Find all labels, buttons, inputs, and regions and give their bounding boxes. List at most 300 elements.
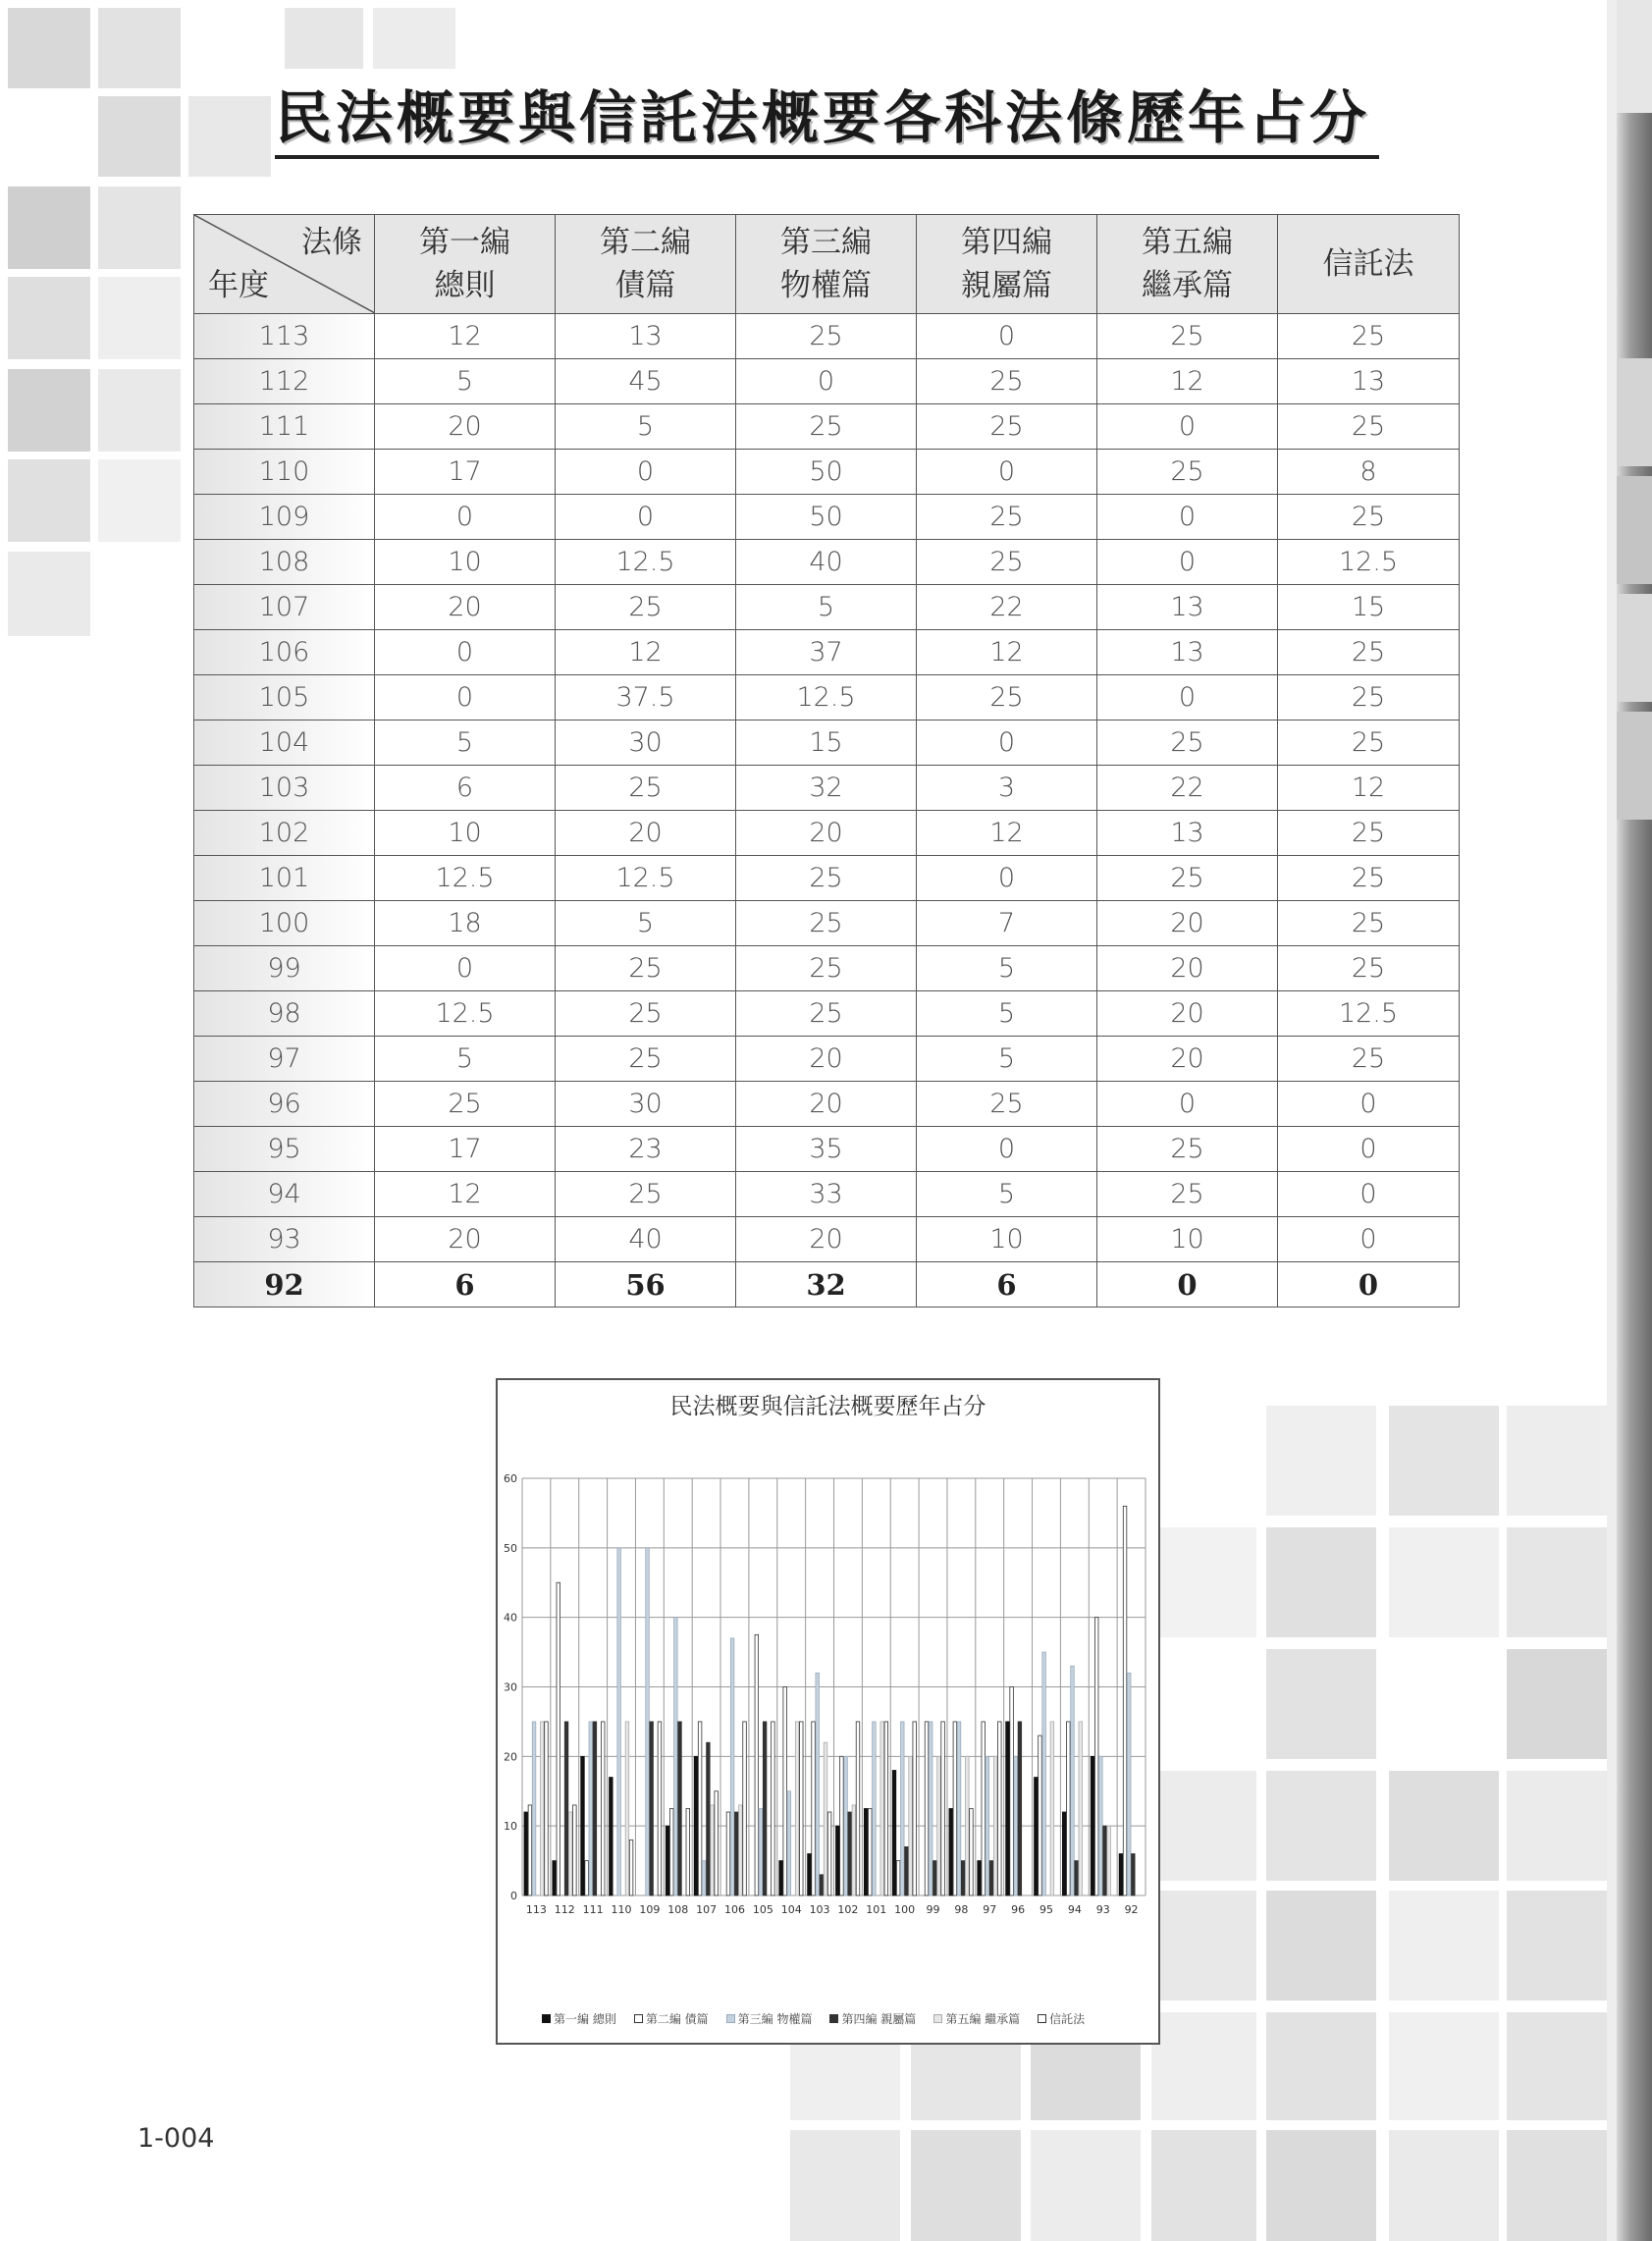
score-cell: 6: [375, 766, 556, 811]
legend-swatch: [1038, 2014, 1046, 2023]
table-corner-header: [194, 215, 375, 314]
x-tick-label: 96: [1011, 1903, 1026, 1916]
bar-3: [1042, 1652, 1046, 1895]
legend-swatch: [634, 2014, 643, 2023]
bar-2: [1123, 1506, 1127, 1895]
score-cell: 0: [375, 630, 556, 675]
bar-1: [978, 1861, 982, 1895]
bar-3: [646, 1548, 650, 1895]
bar-2: [1039, 1735, 1042, 1895]
bar-2: [953, 1722, 957, 1895]
bar-4: [1132, 1854, 1136, 1896]
year-cell: 108: [194, 540, 375, 585]
score-cell: 40: [736, 540, 917, 585]
page-title: 民法概要與信託法概要各科法條歷年占分: [275, 84, 1371, 151]
bar-1: [610, 1778, 613, 1895]
bar-4: [707, 1742, 711, 1895]
bar-6: [715, 1791, 719, 1895]
score-cell: 12.5: [736, 675, 917, 720]
x-tick-label: 94: [1067, 1903, 1082, 1916]
bar-chart: [496, 1378, 1160, 2045]
column-header: 第五編 繼承篇: [1097, 215, 1278, 314]
table-row: [194, 811, 1460, 856]
year-cell: 100: [194, 901, 375, 946]
score-cell: 23: [556, 1127, 736, 1172]
score-cell: 25: [1278, 404, 1460, 450]
score-cell: 25: [556, 585, 736, 630]
bar-3: [674, 1618, 678, 1895]
score-cell: 45: [556, 359, 736, 404]
score-cell: 0: [917, 856, 1097, 901]
year-cell: 97: [194, 1037, 375, 1082]
score-cell: 25: [736, 314, 917, 359]
bar-3: [873, 1722, 877, 1895]
bar-6: [884, 1722, 888, 1895]
score-cell: 0: [1278, 1172, 1460, 1217]
score-cell: 35: [736, 1127, 917, 1172]
score-cell: 0: [1097, 675, 1278, 720]
score-cell: 6: [375, 1262, 556, 1307]
score-cell: 20: [375, 1217, 556, 1262]
score-cell: 13: [556, 314, 736, 359]
score-cell: 12: [917, 630, 1097, 675]
bar-1: [694, 1756, 698, 1895]
x-tick-label: 105: [752, 1903, 773, 1916]
year-cell: 92: [194, 1262, 375, 1307]
bar-5: [568, 1812, 572, 1895]
bar-4: [1018, 1722, 1022, 1895]
bar-3: [986, 1756, 989, 1895]
x-tick-label: 93: [1095, 1903, 1110, 1916]
bar-4: [678, 1722, 682, 1895]
bar-3: [759, 1808, 763, 1895]
x-tick-label: 111: [582, 1903, 604, 1916]
bar-4: [650, 1722, 654, 1895]
score-cell: 25: [917, 540, 1097, 585]
bar-5: [1079, 1722, 1083, 1895]
year-cell: 113: [194, 314, 375, 359]
bar-6: [970, 1808, 974, 1895]
score-cell: 5: [917, 1037, 1097, 1082]
x-tick-label: 106: [723, 1903, 745, 1916]
score-cell: 30: [556, 1082, 736, 1127]
score-cell: 18: [375, 901, 556, 946]
score-cell: 5: [917, 946, 1097, 991]
score-cell: 12: [375, 314, 556, 359]
bar-5: [795, 1722, 799, 1895]
bar-5: [1050, 1722, 1054, 1895]
bar-5: [739, 1805, 743, 1895]
table-row: [194, 1172, 1460, 1217]
bar-5: [880, 1722, 884, 1895]
score-cell: 40: [556, 1217, 736, 1262]
score-cell: 12.5: [375, 991, 556, 1037]
score-cell: 0: [375, 675, 556, 720]
score-cell: 5: [556, 404, 736, 450]
legend-item: [634, 2010, 709, 2027]
legend-label: 第五編 繼承篇: [945, 2012, 1021, 2026]
x-tick-label: 108: [667, 1903, 689, 1916]
score-cell: 20: [736, 1082, 917, 1127]
score-cell: 12: [1097, 359, 1278, 404]
year-cell: 111: [194, 404, 375, 450]
bar-1: [1035, 1778, 1039, 1895]
bar-1: [949, 1808, 953, 1895]
column-header: 第四編 親屬篇: [917, 215, 1097, 314]
score-cell: 10: [1097, 1217, 1278, 1262]
table-row: [194, 404, 1460, 450]
score-cell: 13: [1097, 630, 1278, 675]
bar-5: [824, 1742, 827, 1895]
table-row: [194, 946, 1460, 991]
bar-3: [1071, 1666, 1075, 1895]
bar-6: [658, 1722, 662, 1895]
score-cell: 25: [736, 901, 917, 946]
score-cell: 0: [375, 495, 556, 540]
bar-5: [625, 1722, 629, 1895]
score-cell: 25: [917, 404, 1097, 450]
score-cell: 25: [1278, 630, 1460, 675]
bar-1: [581, 1756, 585, 1895]
score-cell: 12.5: [556, 540, 736, 585]
score-cell: 32: [736, 1262, 917, 1307]
score-cell: 20: [736, 811, 917, 856]
score-cell: 25: [917, 495, 1097, 540]
x-tick-label: 109: [639, 1903, 661, 1916]
legend-item: [933, 2010, 1020, 2027]
bar-4: [989, 1861, 993, 1895]
score-cell: 0: [1278, 1217, 1460, 1262]
bar-3: [617, 1548, 621, 1895]
x-tick-label: 95: [1039, 1903, 1053, 1916]
bar-2: [982, 1722, 986, 1895]
score-cell: 20: [736, 1217, 917, 1262]
score-cell: 32: [736, 766, 917, 811]
score-cell: 15: [1278, 585, 1460, 630]
score-cell: 0: [556, 450, 736, 495]
score-cell: 12: [375, 1172, 556, 1217]
bar-5: [909, 1756, 913, 1895]
score-cell: 15: [736, 720, 917, 766]
score-cell: 0: [1097, 1082, 1278, 1127]
score-cell: 25: [736, 404, 917, 450]
legend-item: [542, 2010, 616, 2027]
bar-1: [1006, 1722, 1010, 1895]
year-cell: 106: [194, 630, 375, 675]
score-cell: 25: [1278, 811, 1460, 856]
score-cell: 5: [375, 359, 556, 404]
score-cell: 25: [736, 991, 917, 1037]
bar-1: [553, 1861, 557, 1895]
score-cell: 12: [556, 630, 736, 675]
bar-1: [779, 1861, 783, 1895]
score-cell: 25: [556, 1172, 736, 1217]
bar-3: [702, 1861, 706, 1895]
score-cell: 0: [1097, 540, 1278, 585]
bar-2: [1010, 1687, 1014, 1896]
score-cell: 30: [556, 720, 736, 766]
score-cell: 33: [736, 1172, 917, 1217]
bar-2: [1094, 1618, 1098, 1895]
table-row: [194, 450, 1460, 495]
bar-5: [852, 1805, 856, 1895]
table-row: [194, 1037, 1460, 1082]
bar-3: [901, 1722, 905, 1895]
score-cell: 0: [556, 495, 736, 540]
x-tick-label: 112: [554, 1903, 575, 1916]
legend-label: 信託法: [1049, 2012, 1086, 2026]
table-row: [194, 314, 1460, 359]
legend-swatch: [726, 2014, 735, 2023]
bar-3: [1014, 1756, 1018, 1895]
x-tick-label: 97: [983, 1903, 997, 1916]
year-cell: 94: [194, 1172, 375, 1217]
x-tick-label: 98: [954, 1903, 969, 1916]
score-cell: 25: [556, 766, 736, 811]
year-cell: 104: [194, 720, 375, 766]
score-cell: 50: [736, 495, 917, 540]
score-cell: 20: [1097, 1037, 1278, 1082]
y-tick-label: 0: [510, 1890, 517, 1902]
bar-2: [726, 1812, 730, 1895]
x-tick-label: 92: [1124, 1903, 1139, 1916]
legend-item: [1038, 2010, 1085, 2027]
bar-6: [573, 1805, 577, 1895]
year-cell: 105: [194, 675, 375, 720]
score-cell: 25: [917, 359, 1097, 404]
score-cell: 6: [917, 1262, 1097, 1307]
bar-4: [820, 1875, 824, 1895]
bar-4: [933, 1861, 937, 1895]
score-cell: 13: [1278, 359, 1460, 404]
table-row: [194, 720, 1460, 766]
score-cell: 25: [1097, 1127, 1278, 1172]
year-cell: 109: [194, 495, 375, 540]
table-row: [194, 540, 1460, 585]
score-cell: 0: [1097, 495, 1278, 540]
score-cell: 0: [736, 359, 917, 404]
x-tick-label: 100: [894, 1903, 916, 1916]
bar-2: [840, 1756, 844, 1895]
score-cell: 25: [1278, 314, 1460, 359]
page-number: 1-004: [137, 2123, 215, 2154]
score-cell: 12.5: [556, 856, 736, 901]
score-cell: 22: [917, 585, 1097, 630]
table-row: [194, 1217, 1460, 1262]
score-cell: 10: [375, 540, 556, 585]
bar-2: [896, 1861, 900, 1895]
score-cell: 17: [375, 1127, 556, 1172]
table-row: [194, 585, 1460, 630]
score-cell: 12.5: [375, 856, 556, 901]
table-row: [194, 675, 1460, 720]
bar-6: [686, 1808, 690, 1895]
year-cell: 99: [194, 946, 375, 991]
table-row: [194, 1127, 1460, 1172]
table-header-row: [194, 215, 1460, 314]
bar-5: [541, 1722, 545, 1895]
score-cell: 25: [556, 946, 736, 991]
corner-label-year: 年度: [208, 268, 269, 303]
score-cell: 20: [1097, 946, 1278, 991]
x-tick-label: 99: [926, 1903, 940, 1916]
year-cell: 96: [194, 1082, 375, 1127]
score-cell: 13: [1097, 811, 1278, 856]
legend-item: [829, 2010, 916, 2027]
score-cell: 10: [375, 811, 556, 856]
bar-2: [1067, 1722, 1071, 1895]
score-cell: 20: [556, 811, 736, 856]
x-tick-label: 107: [696, 1903, 718, 1916]
bar-6: [743, 1722, 747, 1895]
x-tick-label: 113: [525, 1903, 547, 1916]
bar-3: [787, 1791, 791, 1895]
bar-6: [629, 1840, 633, 1895]
bar-6: [772, 1722, 775, 1895]
bar-5: [966, 1756, 970, 1895]
year-cell: 107: [194, 585, 375, 630]
bar-4: [734, 1812, 738, 1895]
score-cell: 0: [917, 314, 1097, 359]
legend-label: 第四編 親屬篇: [841, 2012, 917, 2026]
score-cell: 5: [736, 585, 917, 630]
year-cell: 98: [194, 991, 375, 1037]
bar-5: [993, 1756, 997, 1895]
score-cell: 5: [375, 720, 556, 766]
bar-2: [925, 1722, 929, 1895]
score-cell: 5: [917, 1172, 1097, 1217]
bar-6: [998, 1722, 1002, 1895]
score-cell: 0: [1278, 1262, 1460, 1307]
score-cell: 37: [736, 630, 917, 675]
score-cell: 10: [917, 1217, 1097, 1262]
bar-5: [1107, 1826, 1111, 1895]
bar-6: [913, 1722, 917, 1895]
year-cell: 102: [194, 811, 375, 856]
score-cell: 25: [1097, 720, 1278, 766]
table-row: [194, 1082, 1460, 1127]
x-tick-label: 102: [837, 1903, 859, 1916]
score-cell: 25: [917, 675, 1097, 720]
score-cell: 12: [917, 811, 1097, 856]
score-cell: 25: [1278, 901, 1460, 946]
table-row: [194, 630, 1460, 675]
score-cell: 0: [1097, 1262, 1278, 1307]
bar-2: [585, 1861, 589, 1895]
score-cell: 20: [375, 404, 556, 450]
score-cell: 25: [736, 946, 917, 991]
score-cell: 3: [917, 766, 1097, 811]
bar-5: [711, 1805, 715, 1895]
table-row: [194, 495, 1460, 540]
corner-label-law: 法條: [301, 225, 362, 260]
bar-4: [1103, 1826, 1107, 1895]
bar-2: [869, 1808, 873, 1895]
year-cell: 95: [194, 1127, 375, 1172]
score-cell: 37.5: [556, 675, 736, 720]
bar-2: [755, 1634, 759, 1895]
bar-4: [905, 1846, 909, 1895]
score-cell: 25: [736, 856, 917, 901]
bar-3: [730, 1638, 734, 1895]
bar-2: [528, 1805, 532, 1895]
score-cell: 0: [917, 1127, 1097, 1172]
x-tick-label: 103: [809, 1903, 830, 1916]
column-header: 信託法: [1278, 215, 1460, 314]
legend-label: 第一編 總則: [554, 2012, 616, 2026]
bar-2: [669, 1808, 673, 1895]
x-tick-label: 104: [780, 1903, 802, 1916]
table-row: [194, 1262, 1460, 1307]
score-cell: 25: [1278, 720, 1460, 766]
score-cell: 5: [917, 991, 1097, 1037]
bar-1: [892, 1771, 896, 1896]
score-cell: 0: [917, 720, 1097, 766]
legend-item: [726, 2010, 813, 2027]
year-cell: 110: [194, 450, 375, 495]
score-cell: 13: [1097, 585, 1278, 630]
year-cell: 101: [194, 856, 375, 901]
score-cell: 20: [736, 1037, 917, 1082]
score-cell: 20: [375, 585, 556, 630]
bar-3: [844, 1756, 848, 1895]
y-tick-label: 40: [504, 1611, 517, 1625]
y-tick-label: 10: [504, 1820, 517, 1834]
bar-3: [957, 1722, 961, 1895]
title-underline: [275, 155, 1379, 159]
column-header: 第一編 總則: [375, 215, 556, 314]
x-tick-label: 110: [611, 1903, 632, 1916]
table-row: [194, 991, 1460, 1037]
score-cell: 50: [736, 450, 917, 495]
bar-3: [532, 1722, 536, 1895]
legend-swatch: [542, 2014, 551, 2023]
score-cell: 20: [1097, 901, 1278, 946]
bar-4: [593, 1722, 597, 1895]
bar-6: [856, 1722, 860, 1895]
chart-title: 民法概要與信託法概要歷年占分: [669, 1394, 986, 1419]
bar-1: [1091, 1756, 1094, 1895]
score-cell: 25: [375, 1082, 556, 1127]
score-cell: 0: [1278, 1082, 1460, 1127]
score-cell: 25: [556, 991, 736, 1037]
score-table: [193, 214, 1460, 1307]
bar-6: [545, 1722, 549, 1895]
bar-4: [763, 1722, 767, 1895]
score-cell: 20: [1097, 991, 1278, 1037]
bar-6: [941, 1722, 945, 1895]
score-cell: 17: [375, 450, 556, 495]
score-cell: 7: [917, 901, 1097, 946]
score-cell: 25: [1097, 314, 1278, 359]
table-row: [194, 359, 1460, 404]
chart-plot: [498, 1380, 1158, 2043]
table-row: [194, 856, 1460, 901]
bar-3: [589, 1722, 593, 1895]
bar-4: [564, 1722, 568, 1895]
bar-2: [812, 1722, 816, 1895]
bar-3: [1127, 1673, 1131, 1895]
score-cell: 12: [1278, 766, 1460, 811]
score-cell: 22: [1097, 766, 1278, 811]
bar-1: [1119, 1854, 1123, 1896]
bar-3: [816, 1673, 820, 1895]
bar-1: [524, 1812, 528, 1895]
bar-4: [961, 1861, 965, 1895]
bar-1: [808, 1854, 812, 1896]
year-cell: 112: [194, 359, 375, 404]
bar-2: [698, 1722, 702, 1895]
